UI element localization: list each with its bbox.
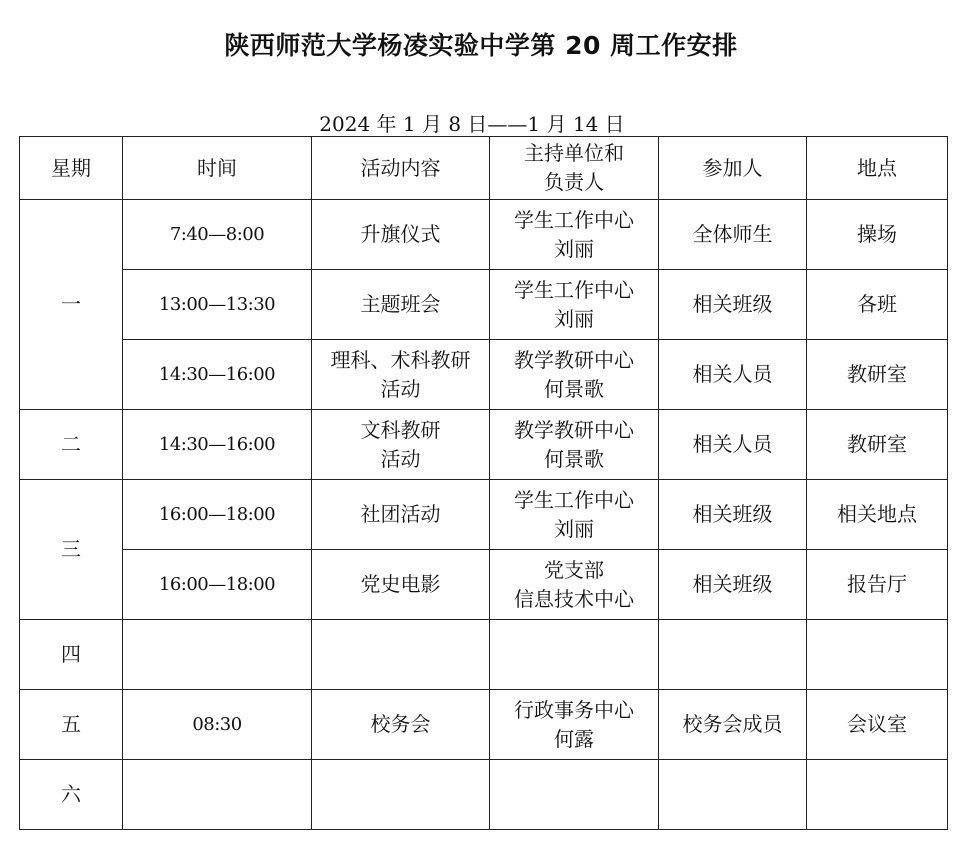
participants-cell: 全体师生: [659, 200, 807, 270]
empty-cell: [490, 620, 659, 690]
content-cell: [312, 480, 490, 550]
host-person: 刘丽: [554, 236, 594, 261]
host-person: 何露: [554, 726, 594, 751]
host-unit: 党支部: [544, 557, 604, 582]
time-cell: 16:00—18:00: [123, 550, 312, 620]
content-cell: [312, 340, 490, 410]
content-line: 理科、术科教研: [330, 347, 471, 372]
empty-cell: [312, 620, 490, 690]
host-person: 刘丽: [554, 516, 594, 541]
content-line: 升旗仪式: [360, 222, 441, 246]
content-cell: [312, 690, 490, 760]
header-host: [490, 137, 659, 200]
empty-cell: [312, 760, 490, 830]
host-unit: 学生工作中心: [514, 487, 634, 512]
header-participants: 参加人: [659, 137, 807, 200]
participants-cell: 相关班级: [659, 270, 807, 340]
table-row: [20, 270, 948, 340]
content-line: 党史电影: [360, 572, 441, 596]
content-cell: [312, 550, 490, 620]
empty-cell: [490, 760, 659, 830]
content-cell: [312, 200, 490, 270]
day-cell-sat: 六: [20, 760, 123, 830]
empty-cell: [659, 760, 807, 830]
empty-cell: [807, 620, 948, 690]
table-row: [20, 410, 948, 480]
host-unit: 学生工作中心: [514, 207, 634, 232]
host-person: 信息技术中心: [514, 586, 634, 611]
host-cell: [490, 270, 659, 340]
table-row: [20, 550, 948, 620]
time-cell: 13:00—13:30: [123, 270, 312, 340]
time-cell: 7:40—8:00: [123, 200, 312, 270]
host-cell: [490, 410, 659, 480]
host-cell: [490, 200, 659, 270]
header-row: [20, 137, 948, 200]
host-cell: [490, 550, 659, 620]
header-host-line1: 主持单位和: [524, 141, 624, 165]
empty-cell: [807, 760, 948, 830]
location-cell: 教研室: [807, 340, 948, 410]
content-line: 活动: [380, 376, 421, 401]
location-cell: 会议室: [807, 690, 948, 760]
time-cell: 14:30—16:00: [123, 340, 312, 410]
table-row: [20, 760, 948, 830]
host-cell: [490, 690, 659, 760]
table-row: [20, 200, 948, 270]
table-row: [20, 340, 948, 410]
header-host-line2: 负责人: [544, 170, 604, 194]
schedule-table: [19, 136, 948, 830]
host-unit: 行政事务中心: [514, 697, 634, 722]
content-cell: [312, 270, 490, 340]
time-cell: 08:30: [123, 690, 312, 760]
host-unit: 教学教研中心: [514, 417, 634, 442]
empty-cell: [123, 760, 312, 830]
day-cell-thu: 四: [20, 620, 123, 690]
participants-cell: 相关班级: [659, 550, 807, 620]
participants-cell: 相关人员: [659, 340, 807, 410]
host-unit: 教学教研中心: [514, 347, 634, 372]
day-cell-tue: 二: [20, 410, 123, 480]
day-cell-mon: 一: [20, 200, 123, 410]
participants-cell: 相关班级: [659, 480, 807, 550]
page-title: 陕西师范大学杨凌实验中学第 20 周工作安排: [224, 31, 738, 60]
time-cell: 14:30—16:00: [123, 410, 312, 480]
empty-cell: [123, 620, 312, 690]
content-line: 校务会: [370, 712, 431, 736]
content-line: 社团活动: [360, 502, 441, 526]
header-time: 时间: [123, 137, 312, 200]
content-line: 活动: [380, 446, 421, 471]
empty-cell: [659, 620, 807, 690]
location-cell: 操场: [807, 200, 948, 270]
participants-cell: 相关人员: [659, 410, 807, 480]
participants-cell: 校务会成员: [659, 690, 807, 760]
table-row: [20, 480, 948, 550]
content-cell: [312, 410, 490, 480]
header-location: 地点: [807, 137, 948, 200]
location-cell: 各班: [807, 270, 948, 340]
header-content: 活动内容: [312, 137, 490, 200]
date-range: 2024 年 1 月 8 日——1 月 14 日: [319, 112, 625, 136]
time-cell: 16:00—18:00: [123, 480, 312, 550]
host-unit: 学生工作中心: [514, 277, 634, 302]
content-line: 文科教研: [360, 417, 441, 442]
host-cell: [490, 340, 659, 410]
location-cell: 报告厅: [807, 550, 948, 620]
host-person: 何景歌: [544, 446, 604, 471]
table-row: [20, 690, 948, 760]
header-day: 星期: [20, 137, 123, 200]
table-row: [20, 620, 948, 690]
host-person: 刘丽: [554, 306, 594, 331]
host-person: 何景歌: [544, 376, 604, 401]
host-cell: [490, 480, 659, 550]
location-cell: 相关地点: [807, 480, 948, 550]
day-cell-fri: 五: [20, 690, 123, 760]
content-line: 主题班会: [360, 292, 441, 316]
location-cell: 教研室: [807, 410, 948, 480]
day-cell-wed: 三: [20, 480, 123, 620]
